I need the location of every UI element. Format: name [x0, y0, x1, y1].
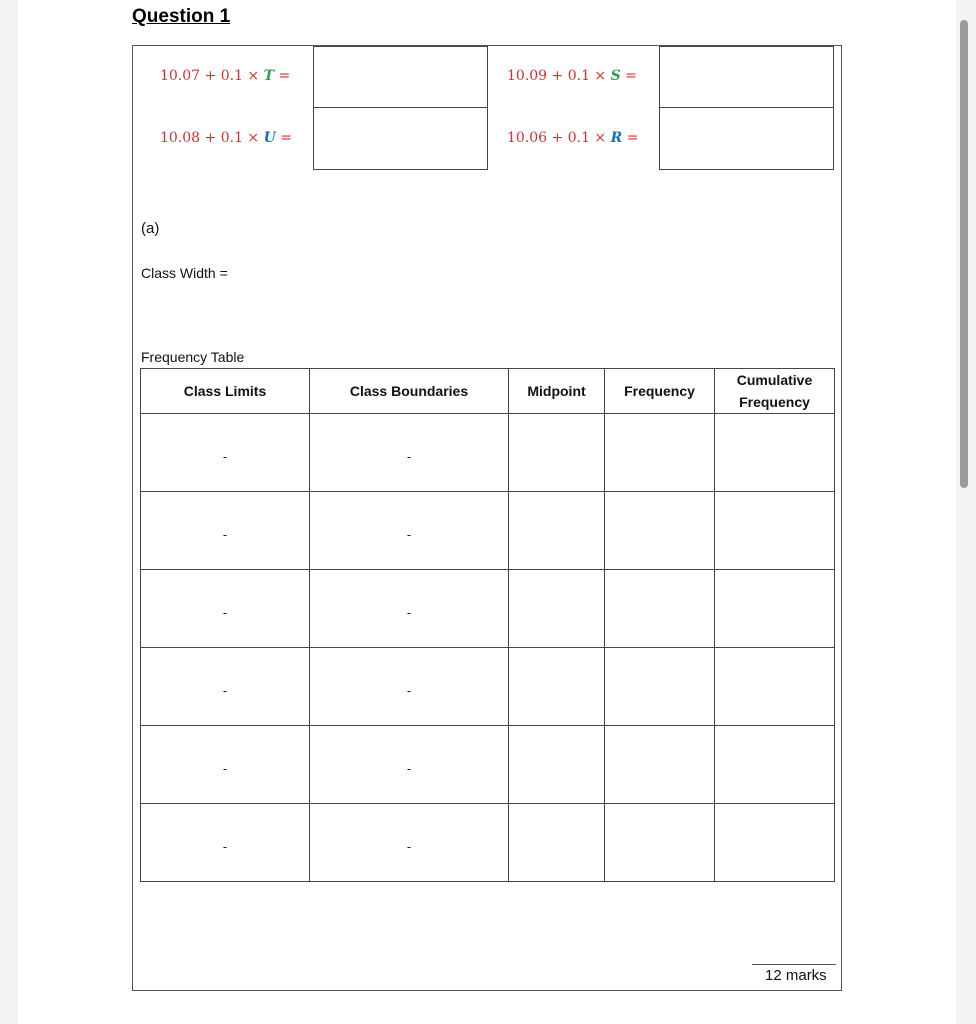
class-boundaries-dash: -	[406, 838, 412, 854]
table-header-row	[141, 369, 835, 414]
cumulative-frequency-cell[interactable]	[715, 570, 835, 648]
frequency-cell[interactable]	[605, 726, 715, 804]
answer-box-u[interactable]	[313, 107, 488, 170]
marks-divider	[752, 964, 836, 965]
equation-u-prefix: 10.08 + 0.1 ×	[160, 130, 264, 146]
class-limits-dash: -	[222, 838, 228, 854]
part-a-label: (a)	[141, 220, 160, 237]
frequency-cell[interactable]	[605, 570, 715, 648]
midpoint-cell[interactable]	[509, 492, 605, 570]
frequency-table	[140, 368, 835, 882]
class-boundaries-cell[interactable]	[310, 726, 509, 804]
class-boundaries-cell[interactable]	[310, 804, 509, 882]
answer-box-t[interactable]	[313, 46, 488, 108]
class-limits-dash: -	[222, 682, 228, 698]
header-midpoint: Midpoint	[509, 369, 605, 414]
frequency-cell[interactable]	[605, 804, 715, 882]
class-limits-cell[interactable]	[141, 492, 310, 570]
midpoint-cell[interactable]	[509, 570, 605, 648]
equation-t-prefix: 10.07 + 0.1 ×	[160, 68, 264, 84]
class-boundaries-cell[interactable]	[310, 414, 509, 492]
table-row	[141, 648, 835, 726]
equation-u	[160, 130, 292, 146]
class-width-label: Class Width =	[141, 265, 228, 281]
equation-r	[507, 130, 638, 146]
cumulative-frequency-cell[interactable]	[715, 414, 835, 492]
class-boundaries-dash: -	[406, 760, 412, 776]
midpoint-cell[interactable]	[509, 414, 605, 492]
class-boundaries-cell[interactable]	[310, 648, 509, 726]
header-cumulative-frequency: Cumulative Frequency	[715, 369, 835, 414]
cumulative-frequency-cell[interactable]	[715, 492, 835, 570]
midpoint-cell[interactable]	[509, 804, 605, 882]
header-class-boundaries: Class Boundaries	[310, 369, 509, 414]
class-boundaries-cell[interactable]	[310, 492, 509, 570]
class-boundaries-dash: -	[406, 526, 412, 542]
class-limits-dash: -	[222, 526, 228, 542]
marks-label: 12 marks	[765, 967, 827, 984]
table-row	[141, 726, 835, 804]
class-limits-cell[interactable]	[141, 570, 310, 648]
class-boundaries-dash: -	[406, 682, 412, 698]
question-title: Question 1	[132, 6, 231, 27]
class-limits-cell[interactable]	[141, 414, 310, 492]
table-row	[141, 414, 835, 492]
table-row	[141, 804, 835, 882]
class-limits-cell[interactable]	[141, 648, 310, 726]
class-boundaries-dash: -	[406, 604, 412, 620]
equation-s	[507, 68, 637, 84]
frequency-cell[interactable]	[605, 414, 715, 492]
midpoint-cell[interactable]	[509, 648, 605, 726]
equation-r-variable: R	[610, 130, 623, 146]
class-limits-cell[interactable]	[141, 726, 310, 804]
table-row	[141, 492, 835, 570]
answer-box-s[interactable]	[659, 46, 834, 108]
header-class-limits: Class Limits	[141, 369, 310, 414]
equation-t-suffix: =	[274, 68, 291, 84]
cumulative-frequency-cell[interactable]	[715, 648, 835, 726]
equation-r-prefix: 10.06 + 0.1 ×	[507, 130, 611, 146]
header-frequency: Frequency	[605, 369, 715, 414]
equation-t-variable: T	[263, 68, 275, 84]
class-limits-dash: -	[222, 604, 228, 620]
cumulative-frequency-cell[interactable]	[715, 726, 835, 804]
equation-u-suffix: =	[275, 130, 293, 146]
answer-box-r[interactable]	[659, 107, 834, 170]
midpoint-cell[interactable]	[509, 726, 605, 804]
class-limits-dash: -	[222, 760, 228, 776]
equation-s-suffix: =	[620, 68, 637, 84]
class-boundaries-cell[interactable]	[310, 570, 509, 648]
class-limits-dash: -	[222, 448, 228, 464]
equation-u-variable: U	[263, 130, 276, 146]
equation-s-prefix: 10.09 + 0.1 ×	[507, 68, 611, 84]
vertical-scrollbar[interactable]	[960, 20, 968, 488]
class-limits-cell[interactable]	[141, 804, 310, 882]
frequency-cell[interactable]	[605, 648, 715, 726]
cumulative-frequency-cell[interactable]	[715, 804, 835, 882]
equation-t	[160, 68, 290, 84]
table-row	[141, 570, 835, 648]
class-boundaries-dash: -	[406, 448, 412, 464]
equation-s-variable: S	[610, 68, 621, 84]
equation-r-suffix: =	[622, 130, 639, 146]
frequency-cell[interactable]	[605, 492, 715, 570]
frequency-table-caption: Frequency Table	[141, 349, 245, 365]
